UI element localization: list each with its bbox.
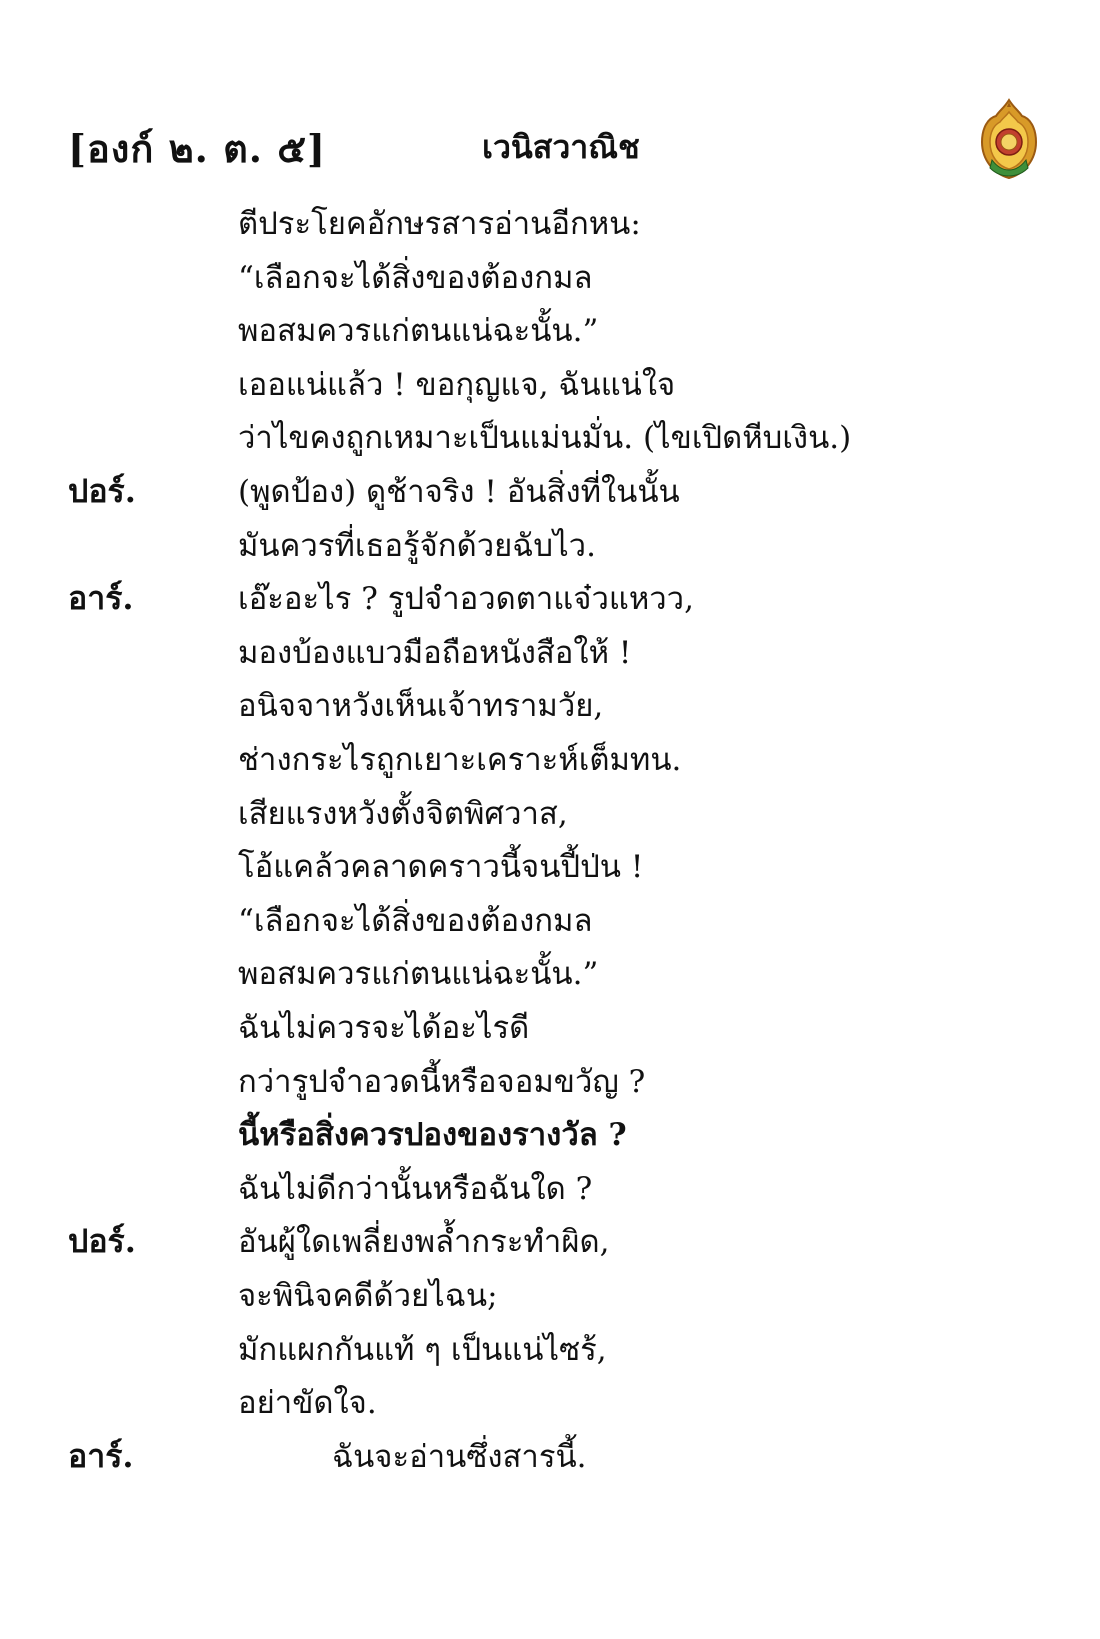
verse-line: พอสมควรแก่ตนแน่ฉะนั้น.”: [238, 956, 599, 992]
page-title: เวนิสวาณิช: [482, 128, 640, 166]
verse-line: มันควรที่เธอรู้จักด้วยฉับไว.: [238, 528, 596, 564]
verse-line: อนิจจาหวังเห็นเจ้าทรามวัย,: [238, 688, 604, 724]
speaker-label: อาร์.: [68, 579, 134, 617]
verse-line: อันผู้ใดเพลี่ยงพล้ำกระทำผิด,: [238, 1224, 610, 1260]
verse-line: เอ๊ะอะไร ? รูปจำอวดตาแจ๋วแหวว,: [238, 581, 694, 617]
speaker-label: ปอร์.: [68, 1222, 136, 1260]
verse-line: โอ้แคล้วคลาดคราวนี้จนปี้ป่น !: [238, 849, 644, 885]
verse-line: กว่ารูปจำอวดนี้หรือจอมขวัญ ?: [238, 1064, 646, 1100]
verse-line: ตีประโยคอักษรสารอ่านอีกหน:: [238, 206, 641, 242]
verse-line: ว่าไขคงถูกเหมาะเป็นแม่นมั่น. (ไขเปิดหีบเงิน.): [238, 420, 852, 456]
verse-line: มองบ้องแบวมือถือหนังสือให้ !: [238, 635, 632, 671]
speaker-label: อาร์.: [68, 1437, 134, 1475]
verse-line: นี้หรือสิ่งควรปองของรางวัล ?: [238, 1117, 627, 1153]
verse-line: เสียแรงหวังตั้งจิตพิศวาส,: [238, 796, 568, 832]
verse-line: พอสมควรแก่ตนแน่ฉะนั้น.”: [238, 313, 599, 349]
emblem-logo-icon: [978, 98, 1040, 180]
verse-line: จะพินิจคดีด้วยไฉน;: [238, 1278, 498, 1314]
verse-line: ช่างกระไรถูกเยาะเคราะห์เต็มทน.: [238, 742, 682, 778]
verse-line: อย่าขัดใจ.: [238, 1385, 377, 1421]
speaker-label: ปอร์.: [68, 472, 136, 510]
verse-line: “เลือกจะได้สิ่งของต้องกมล: [238, 903, 593, 939]
verse-line: (พูดป้อง) ดูช้าจริง ! อันสิ่งที่ในนั้น: [238, 474, 680, 510]
act-scene-reference: [องก์ ๒. ต. ๕]: [68, 126, 326, 171]
verse-line: มักแผกกันแท้ ๆ เป็นแน่ไซร้,: [238, 1332, 607, 1368]
verse-line: “เลือกจะได้สิ่งของต้องกมล: [238, 260, 593, 296]
verse-line: ฉันไม่ควรจะได้อะไรดี: [238, 1010, 530, 1046]
verse-line: ฉันจะอ่านซึ่งสารนี้.: [332, 1439, 587, 1475]
verse-line: ฉันไม่ดีกว่านั้นหรือฉันใด ?: [238, 1171, 593, 1207]
verse-line: เออแน่แล้ว ! ขอกุญแจ, ฉันแน่ใจ: [238, 367, 676, 403]
